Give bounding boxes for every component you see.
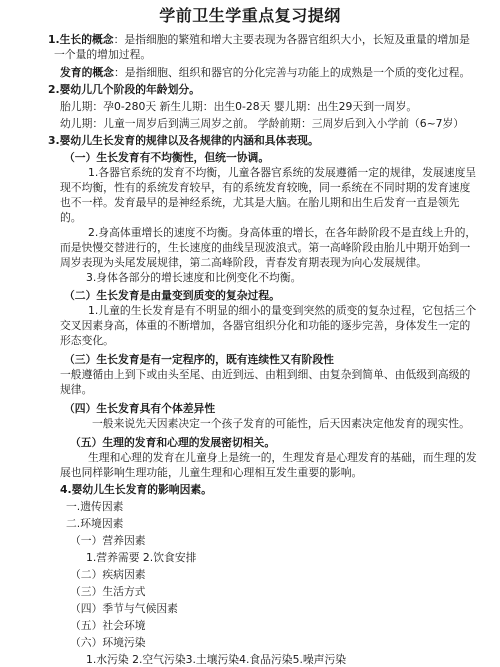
- rule-5-heading: （五）生理的发育和心理的发展密切相关。: [70, 436, 276, 449]
- factor-heredity: 一.遗传因素: [66, 500, 124, 513]
- rule-1-point-2: 2.身高体重增长的速度不均衡。身高体重的增长，在各年龄阶段不是直线上升的，而是快慢交替进行的，生长速度的曲线呈现波浪式。第一高峰阶段由胎儿中期开始到一周岁表现为头尾发展规律，第二高峰阶段，青春发育期表现为向心发展规律。: [60, 226, 477, 269]
- rule-5-text: 生理和心理的发育在儿童身上是统一的，生理发育是心理发育的基础，而生理的发展也同样影响生理功能，儿童生理和心理相互发生重要的影响。: [60, 451, 477, 479]
- rule-1-point-3: 3.身体各部分的增长速度和比例变化不均衡。: [86, 271, 302, 284]
- age-stages-line-1: 胎儿期：孕0-280天 新生儿期：出生0-28天 婴儿期：出生29天到一周岁。: [60, 100, 418, 113]
- factor-season-climate: （四）季节与气候因素: [70, 602, 178, 615]
- factor-pollution: （六）环境污染: [70, 636, 146, 649]
- document-page: [0, 6, 500, 666]
- rule-1-point-1: 1.各器官系统的发育不均衡，儿童各器官系统的发展遵循一定的规律，发展速度呈现不均衡，性有的系统发育较早，有的系统发育较晚，同一系统在不同时期的发育速度也不一样。发育最早的是神经系统，尤其是大脑。在胎儿期和出生后发育一直是领先的。: [60, 166, 477, 224]
- rule-1-heading: （一）生长发育有不均衡性，但统一协调。: [64, 151, 270, 164]
- rule-2-heading: （二）生长发育是由量变到质变的复杂过程。: [64, 289, 280, 302]
- growth-concept-label: 1.生长的概念: [48, 33, 114, 46]
- rule-2-point-1: 1.儿童的生长发育是有不明显的细小的量变到突然的质变的复杂过程，它包括三个交叉因素身高，体重的不断增加，各器官组织分化和功能的逐步完善，身体发生一定的形态变化。: [60, 304, 477, 347]
- section-2-heading: 2.婴幼儿几个阶段的年龄划分。: [48, 83, 200, 96]
- development-concept-text: ：是指细胞、组织和器官的分化完善与功能上的成熟是一个质的变化过程。: [113, 66, 471, 79]
- growth-concept-text: ：是指细胞的繁殖和增大主要表现为各器官组织大小，长短及重量的增加是一个量的增加过程。: [54, 33, 470, 61]
- section-4-heading: 4.婴幼儿生长发育的影响因素。: [60, 483, 212, 496]
- section-3-heading: 3.婴幼儿生长发育的规律以及各规律的内涵和具体表现。: [48, 134, 319, 147]
- rule-4-heading: （四）生长发育具有个体差异性: [64, 402, 216, 415]
- factor-nutrition: （一）营养因素: [70, 534, 146, 547]
- development-concept: [0, 65, 500, 80]
- factor-lifestyle: （三）生活方式: [70, 585, 146, 598]
- rule-3-text: 一般遵循由上到下或由头至尾、由近到远、由粗到细、由复杂到简单、由低级到高级的规律。: [60, 368, 471, 396]
- factor-disease: （二）疾病因素: [70, 568, 146, 581]
- factor-environment: 二.环境因素: [66, 517, 124, 530]
- factor-nutrition-items: 1.营养需要 2.饮食安排: [86, 551, 197, 564]
- factor-social-environment: （五）社会环境: [70, 619, 146, 632]
- document-title: 学前卫生学重点复习提纲: [159, 6, 341, 25]
- age-stages-line-2: 幼儿期：儿童一周岁后到满三周岁之前。 学龄前期：三周岁后到入小学前（6~7岁）: [60, 117, 465, 130]
- factor-pollution-items: 1.水污染 2.空气污染3.土壤污染4.食品污染5.噪声污染: [86, 653, 347, 666]
- development-concept-label: 发育的概念: [60, 66, 114, 79]
- growth-concept: [0, 32, 500, 62]
- rule-4-text: 一般来说先天因素决定一个孩子发育的可能性，后天因素决定他发育的现实性。: [92, 417, 470, 430]
- rule-3-heading: （三）生长发育是有一定程序的，既有连续性又有阶段性: [64, 353, 334, 366]
